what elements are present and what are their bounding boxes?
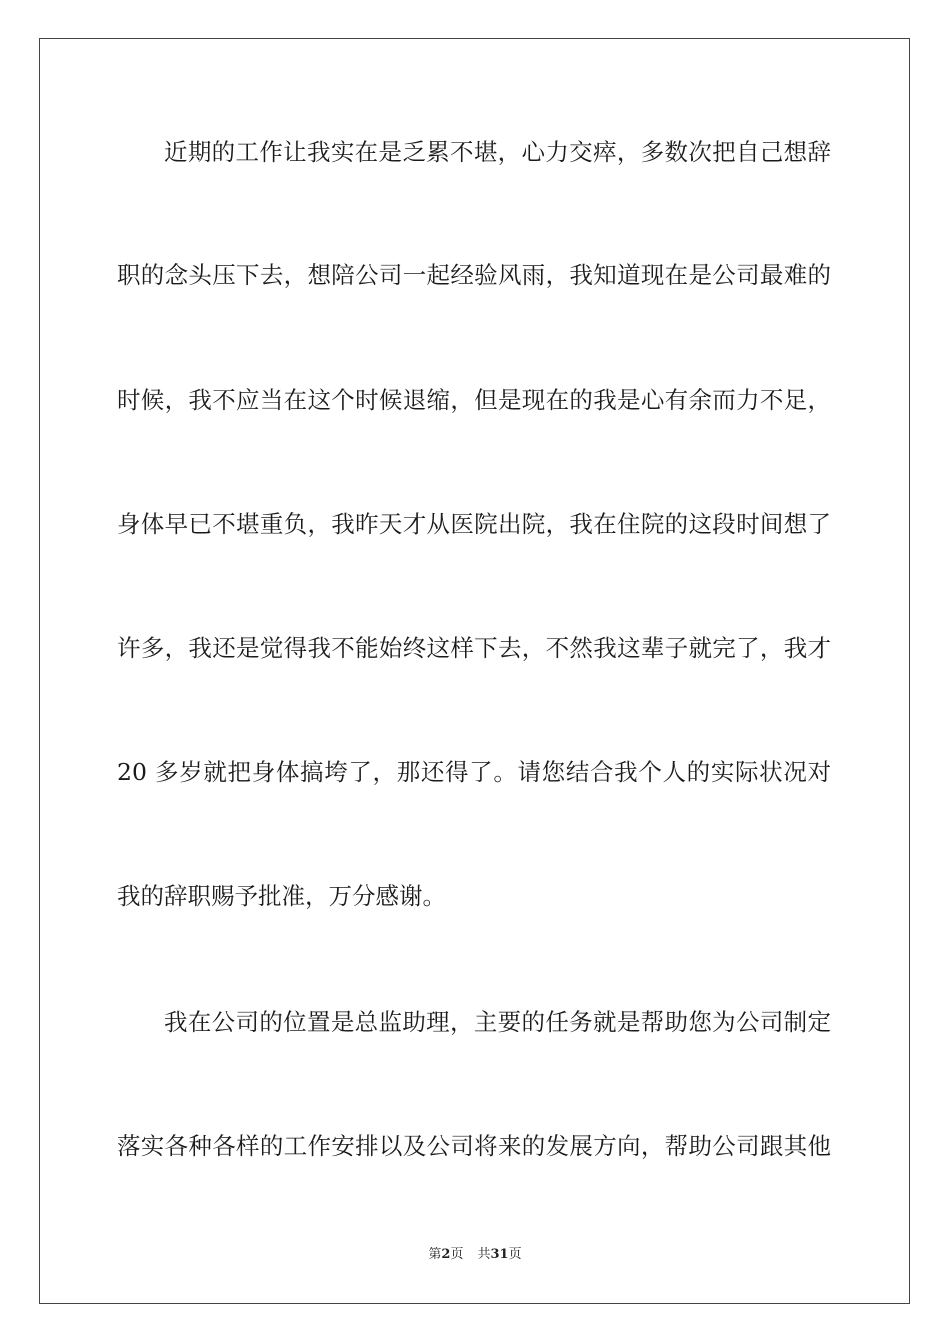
footer-page-number: 2 [441, 1247, 451, 1262]
paragraph-1-line-3: 时候，我不应当在这个时候退缩，但是现在的我是心有余而力不足， [117, 386, 831, 414]
page-footer [0, 1246, 950, 1264]
paragraph-1-line-7: 我的辞职赐予批准，万分感谢。 [117, 882, 446, 910]
footer-total-pages: 31 [490, 1247, 509, 1262]
paragraph-2-line-2: 落实各种各样的工作安排以及公司将来的发展方向，帮助公司跟其他 [117, 1132, 831, 1160]
footer-page-prefix: 第 [428, 1247, 442, 1262]
footer-page-suffix: 页 [450, 1247, 464, 1262]
paragraph-1-line-1: 近期的工作让我实在是乏累不堪，心力交瘁，多数次把自己想辞 [164, 138, 831, 166]
paragraph-1-line-5: 许多，我还是觉得我不能始终这样下去，不然我这辈子就完了，我才 [117, 634, 831, 662]
footer-total-suffix: 页 [508, 1247, 522, 1262]
paragraph-2-line-1: 我在公司的位置是总监助理，主要的任务就是帮助您为公司制定 [164, 1008, 831, 1036]
paragraph-1-line-4: 身体早已不堪重负，我昨天才从医院出院，我在住院的这段时间想了 [117, 510, 831, 538]
paragraph-1-line-6: 20 多岁就把身体搞垮了，那还得了。请您结合我个人的实际状况对 [117, 758, 831, 786]
footer-total-prefix: 共 [477, 1247, 491, 1262]
page-border [39, 38, 910, 1304]
paragraph-1-line-2: 职的念头压下去，想陪公司一起经验风雨，我知道现在是公司最难的 [117, 261, 831, 289]
